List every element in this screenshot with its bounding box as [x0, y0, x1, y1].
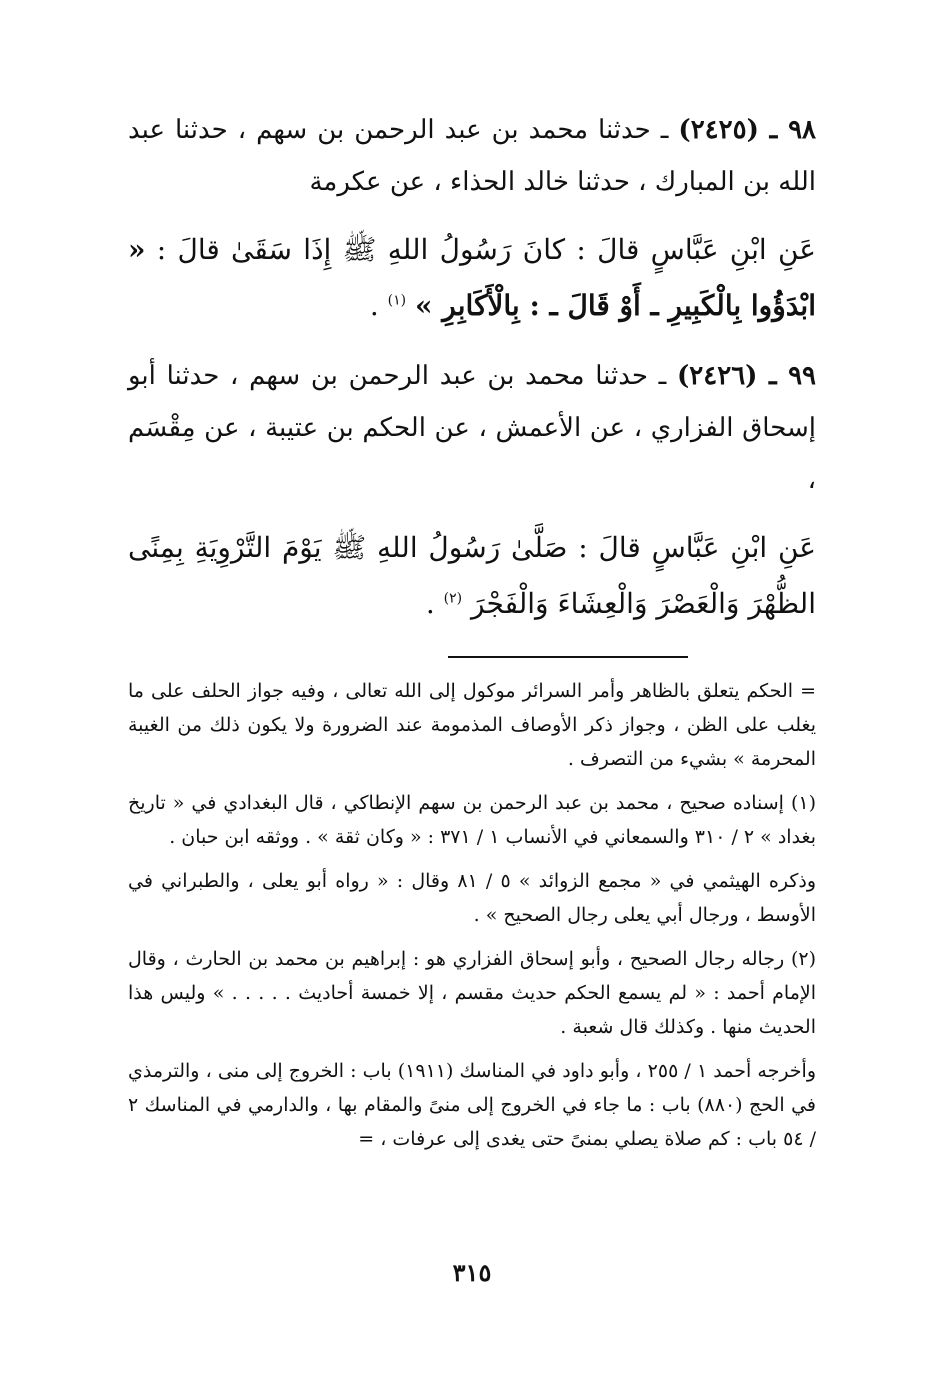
hadith-99-number: ٩٩ ـ (٢٤٢٦) — [676, 361, 816, 391]
footnote-ref-1[interactable]: (١) — [387, 292, 407, 309]
page-number: ٣١٥ — [452, 1258, 492, 1287]
footnotes — [128, 674, 816, 1156]
footnote-separator — [448, 656, 688, 658]
hadith-99-matn-text: عَنِ ابْنِ عَبَّاسٍ قالَ : صَلَّىٰ رَسُولُ اللهِ ﷺ يَوْمَ التَّرْوِيَةِ بِمِنًى الظُّهْرَ وَالْعَصْرَ وَالْعِشَاءَ وَالْفَجْرَ — [128, 531, 816, 620]
hadith-98-matn-end: . — [369, 289, 388, 322]
hadith-98-number: ٩٨ ـ (٢٤٢٥) — [678, 115, 816, 145]
page-body — [128, 104, 816, 1156]
footnote-1-b: وذكره الهيثمي في « مجمع الزوائد » ٥ / ٨١ وقال : « رواه أبو يعلى ، والطبراني في الأوسط ، ورجال أبي يعلى رجال الصحيح » . — [128, 870, 817, 926]
footnote-2-b: وأخرجه أحمد ١ / ٢٥٥ ، وأبو داود في المناسك (١٩١١) باب : الخروج إلى منى ، والترمذي في الحج (٨٨٠) باب : ما جاء في الخروج إلى منىً والمقام بها ، والدارمي في المناسك ٢ / ٥٤ باب : كم صلاة يصلي بمنىً حتى يغدى إلى عرفات ، = — [128, 1060, 816, 1150]
hadith-99-matn-end: . — [425, 587, 444, 620]
footnote-ref-2[interactable]: (٢) — [443, 590, 463, 607]
hadith-98-matn — [128, 222, 816, 334]
hadith-98-chain — [128, 104, 816, 208]
hadith-99-chain-text: ـ حدثنا محمد بن عبد الرحمن بن سهم ، حدثنا أبو إسحاق الفزاري ، عن الأعمش ، عن الحكم بن عتيبة ، عن مِقْسَم ، — [128, 361, 816, 495]
footnote-continuation: = الحكم يتعلق بالظاهر وأمر السرائر موكول إلى الله تعالى ، وفيه جواز الحلف على ما يغلب على الظن ، وجواز ذكر الأوصاف المذمومة عند الضرورة ولا يكون ذلك من الغيبة المحرمة » بشيء من التصرف . — [128, 680, 816, 770]
footnote-2-a: (٢) رجاله رجال الصحيح ، وأبو إسحاق الفزاري هو : إبراهيم بن محمد بن الحارث ، وقال الإمام أحمد : « لم يسمع الحكم حديث مقسم ، إلا خمسة أحاديث . . . . . » وليس هذا الحديث منها . وكذلك قال شعبة . — [128, 948, 816, 1038]
hadith-99-chain — [128, 350, 816, 506]
hadith-99-matn — [128, 520, 816, 632]
hadith-98-matn-quote: « ابْدَؤُوا بِالْكَبِيرِ ـ أَوْ قَالَ ـ : بِالْأَكَابِرِ » — [128, 233, 816, 322]
footnote-1-a: (١) إسناده صحيح ، محمد بن عبد الرحمن بن سهم الإنطاكي ، قال البغدادي في « تاريخ بغداد » ٢ / ٣١٠ والسمعاني في الأنساب ١ / ٣٧١ : « وكان ثقة » . ووثقه ابن حبان . — [128, 792, 816, 848]
hadith-98-chain-text: ـ حدثنا محمد بن عبد الرحمن بن سهم ، حدثنا عبد الله بن المبارك ، حدثنا خالد الحذاء ، عن عكرمة — [128, 115, 816, 197]
hadith-98-matn-intro: عَنِ ابْنِ عَبَّاسٍ قالَ : كانَ رَسُولُ اللهِ ﷺ إِذَا سَقَىٰ قالَ : — [156, 233, 817, 266]
